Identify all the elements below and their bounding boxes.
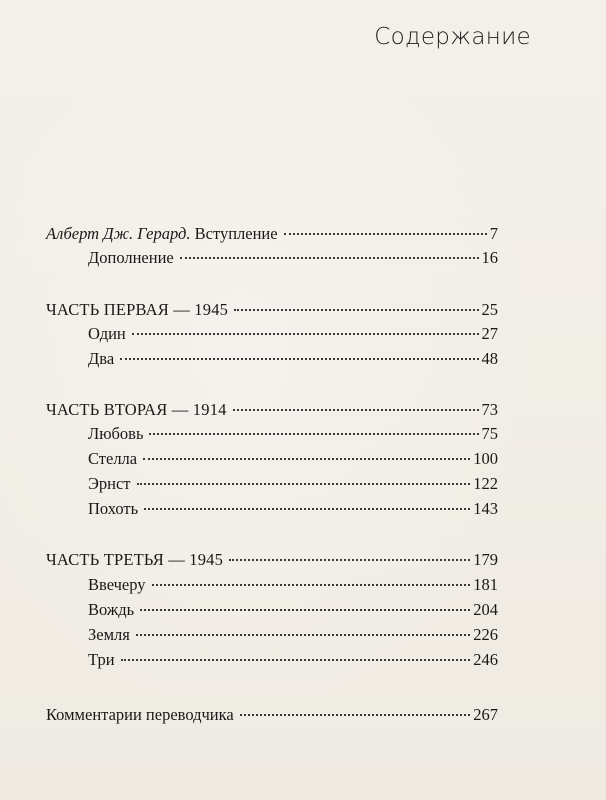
toc-entry-title: Вступление (194, 224, 278, 243)
toc-entry-part-one (46, 298, 498, 322)
toc-leader-dots (180, 257, 479, 259)
toc-entry-title: Комментарии переводчика (46, 705, 234, 724)
toc-leader-dots (152, 584, 471, 586)
toc-entry-addendum (88, 246, 498, 270)
toc-entry-title: ЧАСТЬ ПЕРВАЯ — 1945 (46, 300, 229, 319)
toc-entry-chapter (88, 347, 498, 371)
toc-leader-dots (240, 714, 471, 716)
toc-page-number: 48 (481, 349, 498, 368)
toc-leader-dots (229, 559, 470, 561)
toc-entry-title: Два (88, 349, 115, 368)
toc-leader-dots (137, 483, 471, 485)
toc-page-number: 100 (473, 449, 498, 468)
toc-entry-title: Дополнение (88, 248, 174, 267)
toc-entry-chapter (88, 497, 498, 521)
toc-page-number: 246 (473, 650, 498, 669)
toc-entry-chapter (88, 598, 498, 622)
toc-entry-chapter (88, 447, 498, 471)
toc-leader-dots (143, 458, 470, 460)
toc-page-number: 204 (473, 600, 498, 619)
toc-entry-title: Похоть (88, 499, 139, 518)
toc-entry-translator-notes (46, 703, 498, 727)
toc-entry-chapter (88, 573, 498, 597)
toc-entry-title: Любовь (88, 424, 144, 443)
toc-entry-title: Стелла (88, 449, 138, 468)
toc-entry-author: Алберт Дж. Герард. (46, 224, 191, 243)
toc-page-number: 143 (473, 499, 498, 518)
toc-entry-label (46, 222, 278, 246)
toc-leader-dots (136, 634, 470, 636)
toc-entry-title: ЧАСТЬ ВТОРАЯ — 1914 (46, 400, 227, 419)
toc-entry-chapter (88, 422, 498, 446)
toc-entry-title: ЧАСТЬ ТРЕТЬЯ — 1945 (46, 550, 224, 569)
toc-entry-chapter (88, 472, 498, 496)
toc-leader-dots (284, 233, 487, 235)
toc-entry-part-two (46, 398, 498, 422)
toc-page-number: 181 (473, 575, 498, 594)
toc-entry-introduction (46, 222, 498, 246)
toc-entry-title: Три (88, 650, 115, 669)
toc-entry-chapter (88, 322, 498, 346)
toc-entry-title: Ввечеру (88, 575, 146, 594)
toc-entry-title: Вождь (88, 600, 135, 619)
toc-entry-part-three (46, 548, 498, 572)
toc-page-number: 27 (481, 324, 498, 343)
toc-page-number: 73 (481, 400, 498, 419)
toc-page-number: 179 (473, 550, 498, 569)
toc-leader-dots (120, 358, 478, 360)
toc-page-number: 226 (473, 625, 498, 644)
toc-entry-chapter (88, 623, 498, 647)
toc-leader-dots (121, 659, 471, 661)
toc-leader-dots (132, 333, 479, 335)
toc-entry-title: Земля (88, 625, 130, 644)
toc-entry-title: Эрнст (88, 474, 131, 493)
toc-leader-dots (140, 609, 470, 611)
page-title: Содержание (374, 24, 531, 50)
toc-leader-dots (149, 433, 478, 435)
toc-page-number: 122 (473, 474, 498, 493)
toc-leader-dots (233, 409, 479, 411)
toc-entry-title: Один (88, 324, 126, 343)
toc-page-number: 75 (481, 424, 498, 443)
toc-entry-chapter (88, 648, 498, 672)
toc-page-number: 7 (489, 224, 498, 243)
toc-leader-dots (144, 508, 470, 510)
toc-page-number: 267 (473, 705, 498, 724)
toc-leader-dots (234, 309, 478, 311)
toc-page-number: 16 (481, 248, 498, 267)
toc-page-number: 25 (481, 300, 498, 319)
